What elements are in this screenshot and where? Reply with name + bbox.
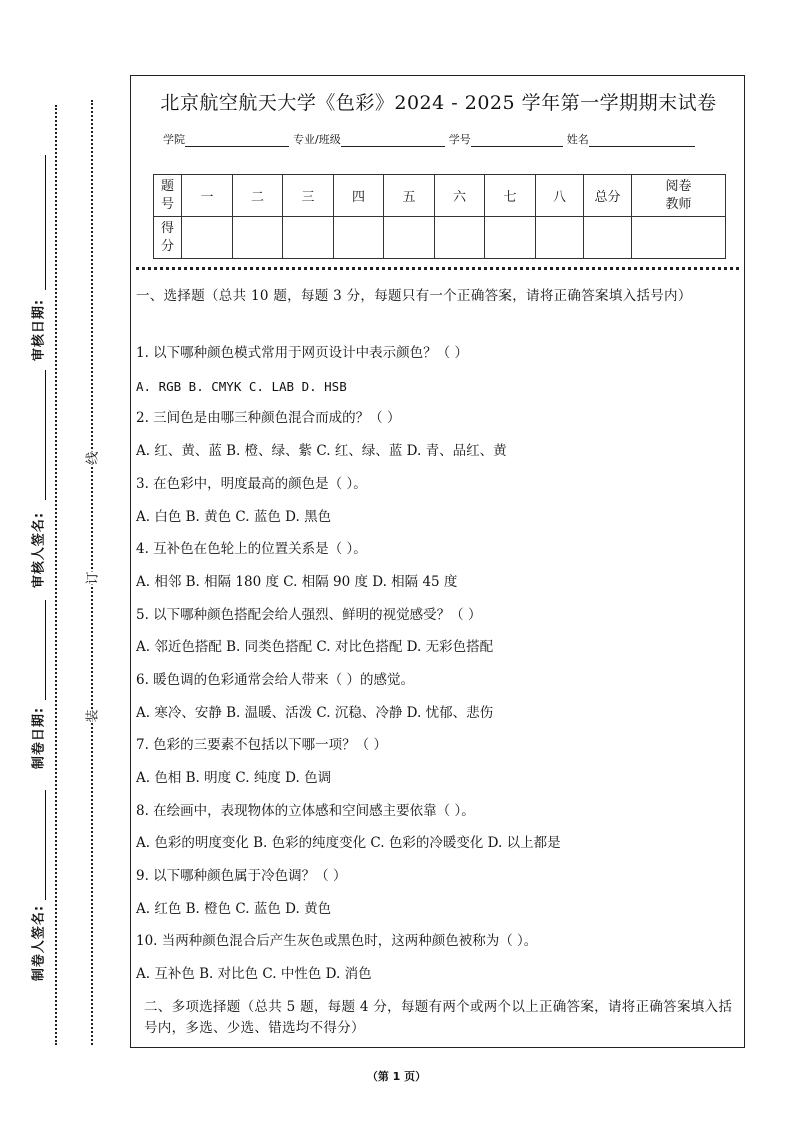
dotted-separator	[136, 267, 739, 270]
question-10: 10. 当两种颜色混合后产生灰色或黑色时，这两种颜色被称为（ ）。	[136, 933, 538, 949]
question-2: 2. 三间色是由哪三种颜色混合而成的？（ ）	[136, 410, 401, 426]
question-5: 5. 以下哪种颜色搭配会给人强烈、鲜明的视觉感受？（ ）	[136, 607, 482, 623]
options-10: A. 互补色 B. 对比色 C. 中性色 D. 消色	[136, 966, 372, 982]
field-name-label: 姓名	[566, 133, 589, 146]
binding-char-ding: 订	[80, 571, 103, 584]
maker-date-label: 制卷日期:	[31, 706, 47, 770]
score-col-4: 四	[334, 175, 384, 217]
question-6: 6. 暖色调的色彩通常会给人带来（ ）的感觉。	[136, 672, 414, 688]
field-college-label: 学院	[163, 133, 185, 146]
score-cell[interactable]	[182, 217, 233, 259]
score-col-2: 二	[233, 175, 283, 217]
options-6: A. 寒冷、安静 B. 温暖、活泼 C. 沉稳、冷静 D. 忧郁、悲伤	[136, 705, 494, 721]
score-cell[interactable]	[283, 217, 334, 259]
question-7: 7. 色彩的三要素不包括以下哪一项？（ ）	[136, 737, 387, 753]
score-cell[interactable]	[435, 217, 485, 259]
field-id-input[interactable]	[471, 134, 563, 147]
options-8: A. 色彩的明度变化 B. 色彩的纯度变化 C. 色彩的冷暖变化 D. 以上都是	[136, 835, 561, 851]
question-3: 3. 在色彩中，明度最高的颜色是（ ）。	[136, 476, 367, 492]
question-8: 8. 在绘画中，表现物体的立体感和空间感主要依靠（ ）。	[136, 803, 475, 819]
options-3: A. 白色 B. 黄色 C. 蓝色 D. 黑色	[136, 509, 332, 525]
field-major-label: 专业/班级	[293, 133, 341, 146]
maker-sign-line	[45, 790, 46, 900]
exam-title: 北京航空航天大学《色彩》2024 - 2025 学年第一学期期末试卷	[160, 92, 717, 114]
binding-char-zhuang: 装	[80, 709, 103, 722]
binding-char-xian: 线	[80, 451, 103, 464]
options-5: A. 邻近色搭配 B. 同类色搭配 C. 对比色搭配 D. 无彩色搭配	[136, 639, 494, 655]
score-cell[interactable]	[384, 217, 435, 259]
student-info-row	[163, 131, 699, 147]
field-college-input[interactable]	[185, 134, 289, 147]
score-header-label: 题 号	[154, 175, 182, 217]
question-1: 1. 以下哪种颜色模式常用于网页设计中表示颜色？（ ）	[136, 345, 468, 361]
field-id-label: 学号	[448, 133, 471, 146]
exam-frame	[130, 75, 745, 1048]
score-cell-grader[interactable]	[632, 217, 726, 259]
score-cell[interactable]	[334, 217, 384, 259]
score-table	[153, 174, 726, 259]
score-col-3: 三	[283, 175, 334, 217]
page-number: （第 1 页）	[366, 1070, 427, 1083]
score-col-5: 五	[384, 175, 435, 217]
question-4: 4. 互补色在色轮上的位置关系是（ ）。	[136, 541, 367, 557]
options-9: A. 红色 B. 橙色 C. 蓝色 D. 黄色	[136, 901, 332, 917]
options-4: A. 相邻 B. 相隔 180 度 C. 相隔 90 度 D. 相隔 45 度	[136, 574, 458, 590]
maker-sign-label: 制卷人签名:	[31, 904, 47, 982]
options-2: A. 红、黄、蓝 B. 橙、绿、紫 C. 红、绿、蓝 D. 青、品红、黄	[136, 443, 507, 459]
score-col-grader: 阅卷 教师	[632, 175, 726, 217]
score-col-6: 六	[435, 175, 485, 217]
options-1: A. RGB B. CMYK C. LAB D. HSB	[136, 379, 347, 394]
section1-heading: 一、选择题（总共 10 题，每题 3 分，每题只有一个正确答案，请将正确答案填入括号内）	[136, 288, 692, 304]
section2-heading: 二、多项选择题（总共 5 题，每题 4 分，每题有两个或两个以上正确答案，请将正确答案填入括号内，多选、少选、错选均不得分）	[144, 999, 733, 1036]
binding-dotted-line-outer	[55, 105, 57, 1045]
score-cell[interactable]	[485, 217, 536, 259]
binding-margin	[0, 0, 125, 1122]
score-col-total: 总分	[584, 175, 632, 217]
score-cell-total[interactable]	[584, 217, 632, 259]
reviewer-sign-label: 审核人签名:	[31, 511, 47, 589]
score-cell[interactable]	[536, 217, 584, 259]
maker-date-line	[45, 600, 46, 700]
score-col-8: 八	[536, 175, 584, 217]
question-9: 9. 以下哪种颜色属于冷色调？（ ）	[136, 868, 347, 884]
field-major-input[interactable]	[341, 134, 445, 147]
score-col-1: 一	[182, 175, 233, 217]
score-col-7: 七	[485, 175, 536, 217]
review-date-line	[45, 155, 46, 290]
options-7: A. 色相 B. 明度 C. 纯度 D. 色调	[136, 770, 332, 786]
score-cell[interactable]	[233, 217, 283, 259]
reviewer-sign-line	[45, 370, 46, 500]
field-name-input[interactable]	[589, 134, 695, 147]
review-date-label: 审核日期:	[31, 298, 47, 362]
score-row-label: 得 分	[154, 217, 182, 259]
